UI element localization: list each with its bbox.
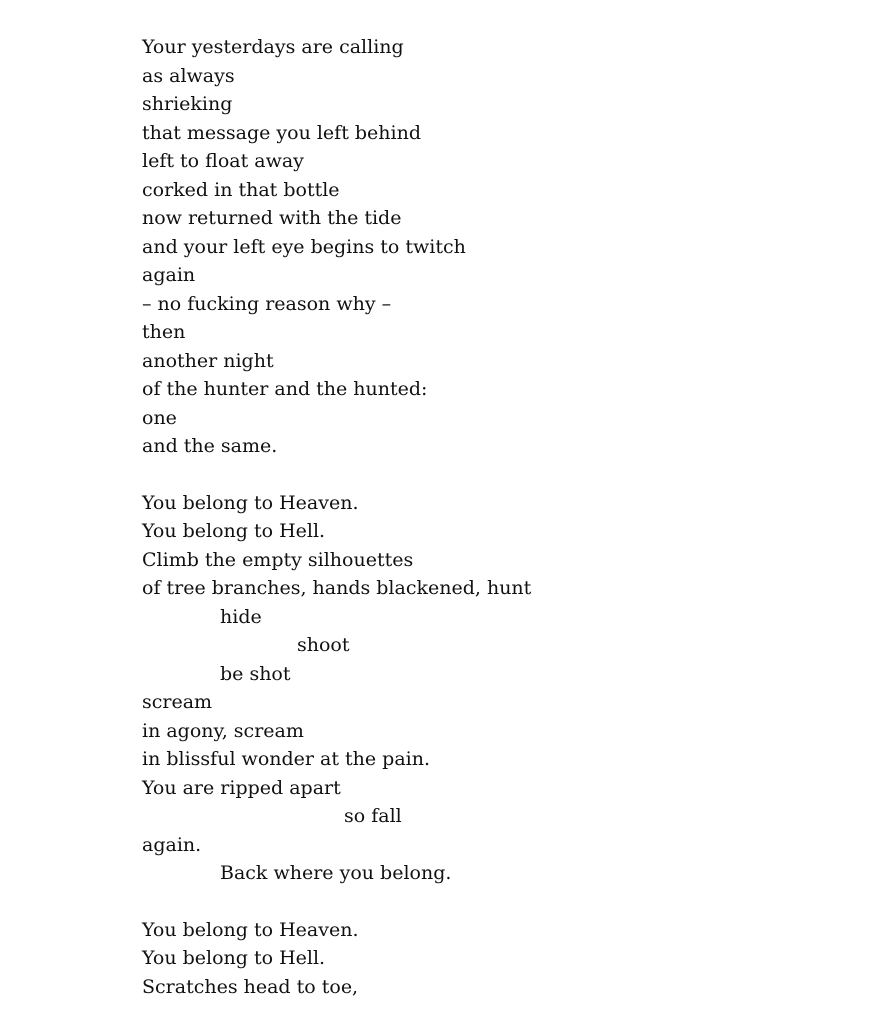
poem-line: again. [142, 833, 202, 856]
poem-line: in blissful wonder at the pain. [142, 748, 431, 770]
stanza-3 [142, 916, 531, 1002]
stanza-break [142, 461, 531, 489]
stanza-break [142, 888, 531, 916]
poem-line: in agony, scream [142, 719, 304, 742]
poem-line: You belong to Heaven. [142, 918, 359, 941]
poem-line: then [142, 321, 186, 343]
poem-line: as always [142, 64, 235, 87]
poem-line: that message you left behind [142, 121, 422, 144]
poem-line: another night [142, 349, 274, 372]
poem-line: You belong to Heaven. [142, 491, 359, 514]
poem-line: and the same. [142, 435, 278, 457]
poem-line: of the hunter and the hunted: [142, 378, 428, 400]
poem-line: scream [142, 691, 213, 713]
poem-line: hide [220, 605, 262, 628]
poem-body [142, 33, 531, 1001]
poem-line: one [142, 406, 177, 429]
poem-line: You belong to Hell. [142, 947, 326, 969]
poem-line: Your yesterdays are calling [142, 36, 404, 58]
poem-line: be shot [220, 662, 291, 685]
poem-line: shrieking [142, 93, 233, 115]
poem-line: corked in that bottle [142, 178, 340, 201]
poem-line: You belong to Hell. [142, 520, 326, 542]
poem-line: of tree branches, hands blackened, hunt [142, 577, 532, 599]
poem-line: Climb the empty silhouettes [142, 548, 414, 571]
poem-line: Back where you belong. [220, 862, 452, 884]
poem-line: now returned with the tide [142, 207, 402, 229]
poem-line: and your left eye begins to twitch [142, 235, 466, 258]
poem-line: so fall [344, 805, 402, 827]
poem-line: Scratches head to toe, [142, 975, 359, 998]
stanza-2 [142, 489, 531, 888]
poem-line: – no fucking reason why – [142, 292, 392, 315]
poem-line: shoot [297, 634, 350, 656]
poem-line: left to float away [142, 150, 304, 172]
poem-line: You are ripped apart [142, 776, 341, 799]
stanza-1 [142, 33, 531, 461]
poem-line: again [142, 264, 196, 286]
